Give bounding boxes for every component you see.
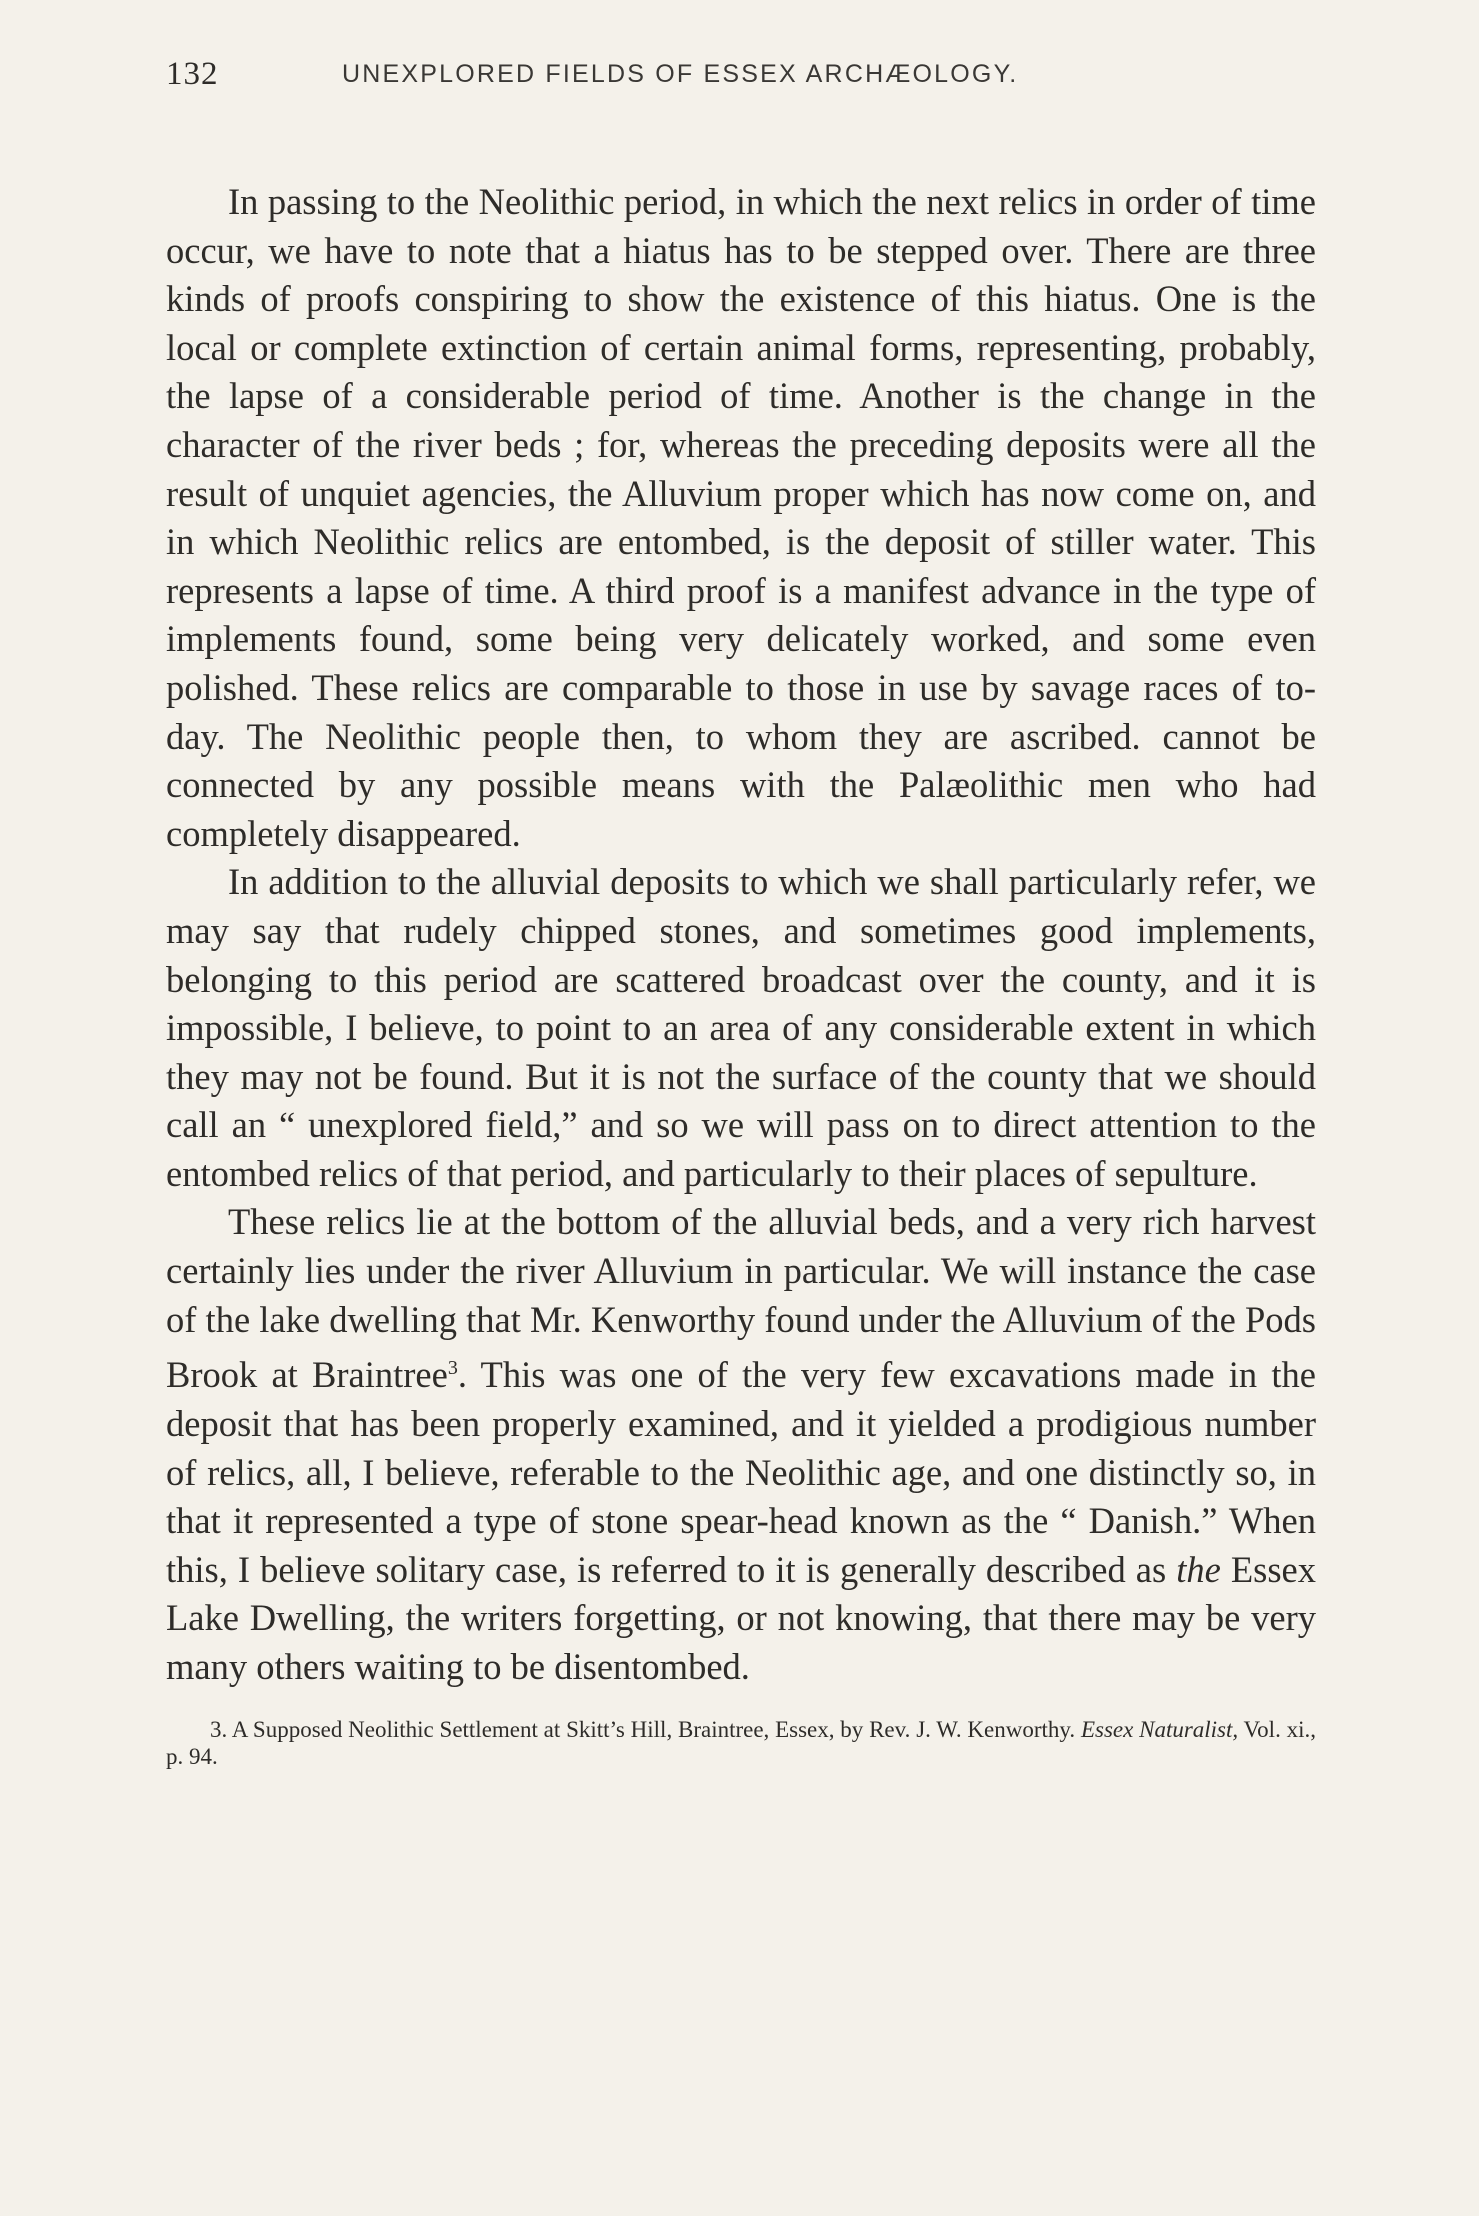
body-text — [166, 178, 1316, 1692]
footnote-citation: Vol. xi., p. 94. — [166, 1716, 1316, 1769]
paragraph-1: In passing to the Neolithic period, in which the next relics in order of time occur, we have to note that a hiatus has to be stepped over. There are three kinds of proofs conspiring to show the existence of this hiatus. One is the local or complete extinction of certain animal forms, representing, probably, the lapse of a considerable period of time. Another is the change in the character of the river beds ; for, whereas the preceding deposits were all the result of unquiet agencies, the Alluvium proper which has now come on, and in which Neolithic relics are entombed, is the deposit of stiller water. This represents a lapse of time. A third proof is a manifest advance in the type of implements found, some being very delicately worked, and some even polished. These relics are comparable to those in use by savage races of to-day. The Neolithic people then, to whom they are ascribed. cannot be connected by any possible means with the Palæolithic men who had completely disappeared. — [166, 181, 1316, 854]
paragraph-3-text-b: . This was one of the very few excavations made in the deposit that has been properly examined, and it yielded a prodigious number of relics, all, I believe, referable to the Neolithic age, and one distinctly so, in that it represented a type of stone spear-head known as the “ Danish.” When this, I believe solitary case, is referred to it is generally described as — [166, 1354, 1316, 1590]
paragraph-3-text-c: Essex Lake Dwelling, the writers forgetting, or not knowing, that there may be very many others waiting to be disentombed. — [166, 1548, 1316, 1687]
footnote-text: 3. A Supposed Neolithic Settlement at Skitt’s Hill, Braintree, Essex, by Rev. J. W. Kenworthy. — [210, 1716, 1081, 1742]
book-page — [166, 52, 1316, 1770]
footnote — [166, 1716, 1316, 1770]
page-number: 132 — [166, 56, 219, 92]
paragraph-3-text-a: These relics lie at the bottom of the alluvial beds, and a very rich harvest certainly lies under the river Alluvium in particular. We will instance the case of the lake dwelling that Mr. Kenworthy found under the Alluvium of the Pods Brook at Braintree — [166, 1201, 1316, 1396]
paragraph-2: In addition to the alluvial deposits to which we shall particularly refer, we may say that rudely chipped stones, and sometimes good implements, belonging to this period are scattered broadcast over the county, and it is impossible, I believe, to point to an area of any considerable extent in which they may not be found. But it is not the surface of the county that we should call an “ unexplored field,” and so we will pass on to direct attention to the entombed relics of that period, and particularly to their places of sepulture. — [166, 861, 1316, 1194]
footnote-reference: 3 — [447, 1357, 458, 1380]
running-head-title: UNEXPLORED FIELDS OF ESSEX ARCHÆOLOGY. — [342, 60, 1019, 88]
paragraph-3 — [166, 1198, 1316, 1691]
running-head — [166, 52, 1316, 108]
footnote-journal: Essex Naturalist, — [1080, 1716, 1239, 1742]
italic-word: the — [1176, 1548, 1221, 1590]
